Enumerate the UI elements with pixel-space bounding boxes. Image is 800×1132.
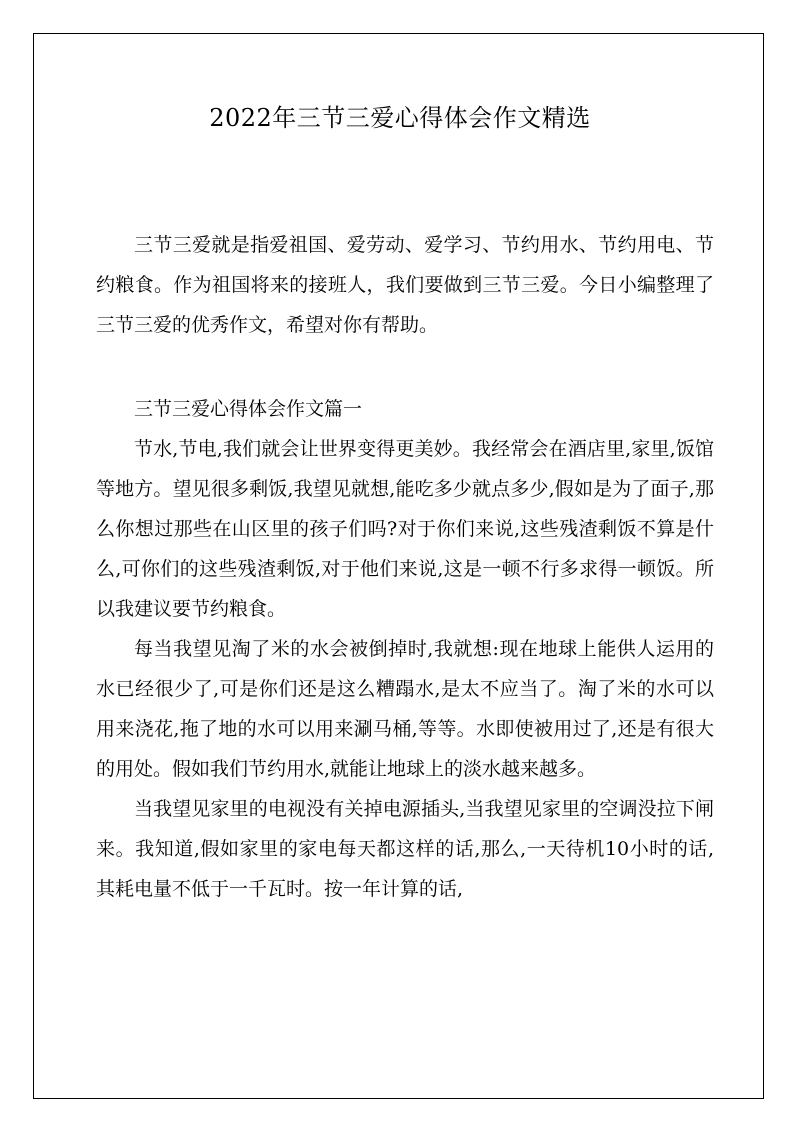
body-paragraph-2: 每当我望见淘了米的水会被倒掉时,我就想:现在地球上能供人运用的水已经很少了,可是你们还是这么糟蹋水,是太不应当了。淘了米的水可以用来浇花,拖了地的水可以用来涮马桶,等等。水即使被用过了,还是有很大的用处。假如我们节约用水,就能让地球上的淡水越来越多。 <box>96 638 714 780</box>
body-paragraph-1: 节水,节电,我们就会让世界变得更美妙。我经常会在酒店里,家里,饭馆等地方。望见很多剩饭,我望见就想,能吃多少就点多少,假如是为了面子,那么你想过那些在山区里的孩子们吗?对于你们来说,这些残渣剩饭不算是什么,可你们的这些残渣剩饭,对于他们来说,这是一顿不行多求得一顿饭。所以我建议要节约粮食。 <box>96 438 714 620</box>
section-spacer <box>96 345 714 389</box>
intro-paragraph: 三节三爱就是指爱祖国、爱劳动、爱学习、节约用水、节约用电、节约粮食。作为祖国将来的接班人，我们要做到三节三爱。今日小编整理了三节三爱的优秀作文，希望对你有帮助。 <box>96 234 714 336</box>
document-body <box>96 225 714 909</box>
body-paragraph-3: 当我望见家里的电视没有关掉电源插头,当我望见家里的空调没拉下闸来。我知道,假如家里的家电每天都这样的话,那么,一天待机10小时的话,其耗电量不低于一千瓦时。按一年计算的话, <box>96 798 714 900</box>
document-title: 2022年三节三爱心得体会作文精选 <box>209 104 591 132</box>
section-heading: 三节三爱心得体会作文篇一 <box>134 398 363 420</box>
